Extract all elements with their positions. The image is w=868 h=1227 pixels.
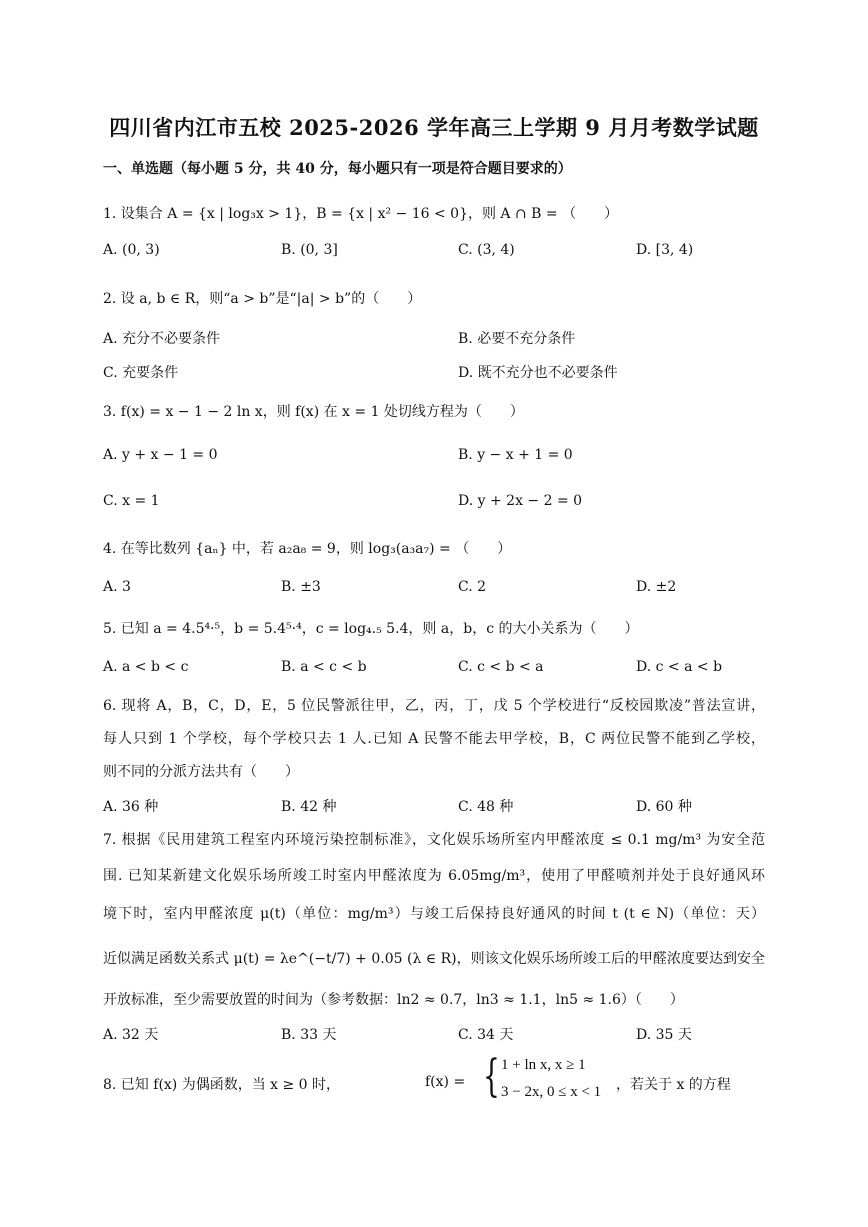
- question-5-stem: 5. 已知 a = 4.5⁴·⁵，b = 5.4⁵·⁴，c = log₄.₅ 5.4，则 a，b，c 的大小关系为（ ）: [103, 621, 639, 637]
- question-6-stem-line-2: 每人只到 1 个学校，每个学校只去 1 人.已知 A 民警不能去甲学校，B，C 两位民警不能到乙学校，: [103, 731, 765, 747]
- question-1-option-a: A. (0, 3): [103, 242, 160, 258]
- question-6-option-d: D. 60 种: [636, 799, 692, 815]
- question-6-option-c: C. 48 种: [458, 799, 514, 815]
- question-4-option-b: B. ±3: [281, 579, 321, 595]
- question-7-stem-line-2: 围. 已知某新建文化娱乐场所竣工时室内甲醛浓度为 6.05mg/m³，使用了甲醛喷剂并处于良好通风环: [103, 868, 765, 884]
- question-5-option-b: B. a < c < b: [281, 659, 367, 675]
- question-4-stem: 4. 在等比数列 {aₙ} 中，若 a₂a₈ = 9，则 log₃(a₃a₇) = （ ）: [103, 541, 512, 557]
- question-8-tail: ，若关于 x 的方程: [616, 1077, 731, 1093]
- question-2-option-d: D. 既不充分也不必要条件: [458, 365, 618, 381]
- section-heading: 一、单选题（每小题 5 分，共 40 分，每小题只有一项是符合题目要求的）: [103, 161, 572, 177]
- question-8-intro: 8. 已知 f(x) 为偶函数，当 x ≥ 0 时，: [103, 1077, 341, 1093]
- question-2-option-a: A. 充分不必要条件: [103, 331, 221, 347]
- question-8-piece-2: 3 − 2x, 0 ≤ x < 1: [501, 1084, 602, 1100]
- question-6-stem-line-3: 则不同的分派方法共有（ ）: [103, 764, 299, 780]
- question-8-func-label: f(x) =: [425, 1074, 466, 1090]
- question-7-option-c: C. 34 天: [458, 1027, 514, 1043]
- question-7-option-a: A. 32 天: [103, 1027, 159, 1043]
- question-3-stem: 3. f(x) = x − 1 − 2 ln x，则 f(x) 在 x = 1 处切线方程为（ ）: [103, 404, 524, 420]
- question-5-option-d: D. c < a < b: [636, 659, 723, 675]
- question-2-option-c: C. 充要条件: [103, 365, 179, 381]
- question-2-stem: 2. 设 a, b ∈ R，则“a > b”是“|a| > b”的（ ）: [103, 291, 422, 307]
- question-4-option-a: A. 3: [103, 579, 131, 595]
- question-6-option-a: A. 36 种: [103, 799, 159, 815]
- question-3-option-b: B. y − x + 1 = 0: [458, 447, 573, 463]
- question-3-option-d: D. y + 2x − 2 = 0: [458, 493, 583, 509]
- question-5-option-c: C. c < b < a: [458, 659, 544, 675]
- question-1-stem: 1. 设集合 A = {x | log₃x > 1}，B = {x | x² − 16 < 0}，则 A ∩ B = （ ）: [103, 206, 619, 222]
- left-brace-icon: {: [483, 1051, 500, 1102]
- question-1-option-c: C. (3, 4): [458, 242, 515, 258]
- question-7-stem-line-1: 7. 根据《民用建筑工程室内环境污染控制标准》，文化娱乐场所室内甲醛浓度 ≤ 0.1 mg/m³ 为安全范: [103, 832, 765, 848]
- question-4-option-c: C. 2: [458, 579, 487, 595]
- page-title: 四川省内江市五校 2025-2026 学年高三上学期 9 月月考数学试题: [109, 115, 759, 140]
- question-7-stem-line-5: 开放标准，至少需要放置的时间为（参考数据：ln2 ≈ 0.7，ln3 ≈ 1.1，ln5 ≈ 1.6）（ ）: [103, 992, 684, 1008]
- question-7-option-d: D. 35 天: [636, 1027, 692, 1043]
- question-8-piece-1: 1 + ln x, x ≥ 1: [501, 1057, 586, 1073]
- question-2-option-b: B. 必要不充分条件: [458, 331, 576, 347]
- question-6-option-b: B. 42 种: [281, 799, 337, 815]
- question-7-stem-line-3: 境下时，室内甲醛浓度 μ(t)（单位：mg/m³）与竣工后保持良好通风的时间 t (t ∈ N)（单位：天）: [103, 906, 765, 922]
- question-6-stem-line-1: 6. 现将 A，B，C，D，E，5 位民警派往甲，乙，丙，丁，戊 5 个学校进行“反校园欺凌”普法宣讲，: [103, 698, 765, 714]
- question-3-option-c: C. x = 1: [103, 493, 160, 509]
- question-1-option-b: B. (0, 3]: [281, 242, 338, 258]
- question-4-option-d: D. ±2: [636, 579, 677, 595]
- question-1-option-d: D. [3, 4): [636, 242, 694, 258]
- question-3-option-a: A. y + x − 1 = 0: [103, 447, 218, 463]
- question-5-option-a: A. a < b < c: [103, 659, 189, 675]
- question-7-stem-line-4: 近似满足函数关系式 μ(t) = λe^(−t/7) + 0.05 (λ ∈ R)，则该文化娱乐场所竣工后的甲醛浓度要达到安全: [103, 951, 765, 967]
- question-7-option-b: B. 33 天: [281, 1027, 337, 1043]
